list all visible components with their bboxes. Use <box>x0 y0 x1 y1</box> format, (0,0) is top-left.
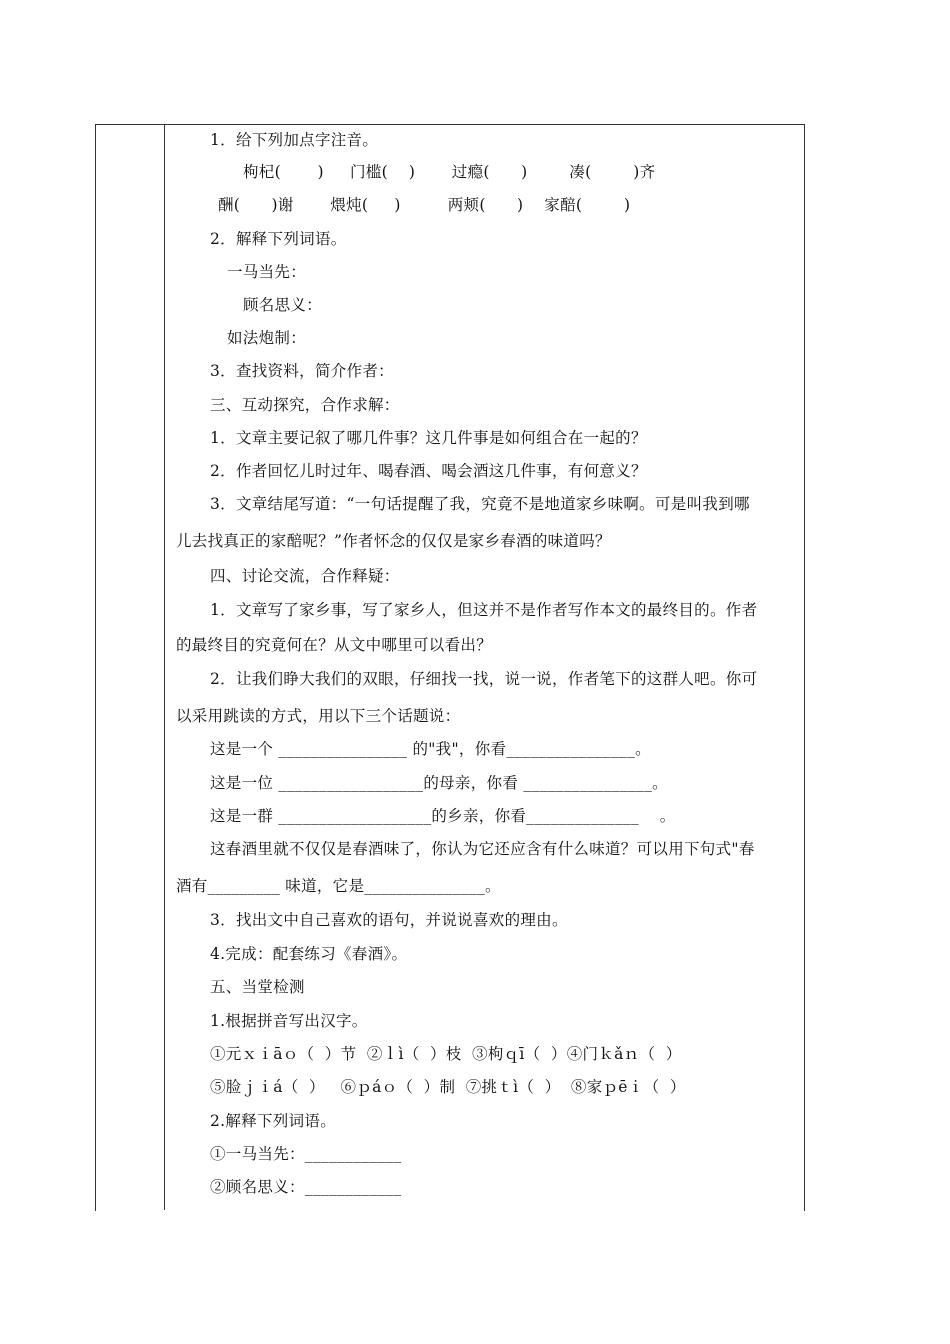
text-line: 酬( )谢 煨炖( ) 两颊( ) 家醅( ) <box>218 196 631 214</box>
fill-blank-line: ①一马当先：____________ <box>210 1145 402 1163</box>
text-line: 2.解释下列词语。 <box>210 1112 336 1130</box>
text-line: 的最终目的究竟何在？从文中哪里可以看出？ <box>176 636 493 654</box>
text-line: 1．给下列加点字注音。 <box>210 131 379 149</box>
text-line: 顾名思义： <box>243 296 323 314</box>
text-line: 以采用跳读的方式，用以下三个话题说： <box>176 707 461 725</box>
text-line: 4.完成：配套练习《春酒》。 <box>210 945 408 963</box>
text-line: 一马当先： <box>227 263 307 281</box>
section-heading: 五、当堂检测 <box>210 978 305 996</box>
text-line: 1.根据拼音写出汉字。 <box>210 1012 368 1030</box>
fill-blank-line: 这是一位 __________________的母亲，你看 ________________。 <box>210 774 668 792</box>
text-line: 这春酒里就不仅仅是春酒味了，你认为它还应含有什么味道？可以用下句式"春 <box>210 840 755 858</box>
text-line: 儿去找真正的家醅呢？”作者怀念的仅仅是家乡春酒的味道吗？ <box>176 532 611 550</box>
text-line: 2．作者回忆儿时过年、喝春酒、喝会酒这几件事，有何意义？ <box>210 462 647 480</box>
text-line: 3．文章结尾写道：“一句话提醒了我，究竟不是地道家乡味啊。可是叫我到哪 <box>210 495 750 513</box>
fill-blank-line: 这是一个 ________________ 的"我"，你看________________。 <box>210 740 651 758</box>
table-column-divider <box>164 124 165 1210</box>
text-line: 1．文章写了家乡事，写了家乡人，但这并不是作者写作本文的最终目的。作者 <box>210 601 758 619</box>
pinyin-exercise-line: ①元ｘｉāｏ（ ）节 ②ｌì（ ）枝 ③枸ｑī（ ）④门ｋǎｎ（ ） <box>210 1045 682 1063</box>
pinyin-exercise-line: ⑤脸ｊｉá（ ） ⑥ｐáｏ（ ）制 ⑦挑ｔì（ ） ⑧家ｐēｉ（ ） <box>210 1078 686 1096</box>
text-line: 2．解释下列词语。 <box>210 230 347 248</box>
text-line: 1．文章主要记叙了哪几件事？这几件事是如何组合在一起的？ <box>210 429 647 447</box>
text-line: 如法炮制： <box>227 329 307 347</box>
fill-blank-line: 酒有_________ 味道，它是_______________。 <box>176 877 501 895</box>
section-heading: 三、互动探究，合作求解： <box>210 396 400 414</box>
fill-blank-line: ②顾名思义：____________ <box>210 1178 402 1196</box>
section-heading: 四、讨论交流，合作释疑： <box>210 567 400 585</box>
fill-blank-line: 这是一群 ___________________的乡亲，你看______________ 。 <box>210 807 676 825</box>
text-line: 2．让我们睁大我们的双眼，仔细找一找，说一说，作者笔下的这群人吧。你可 <box>210 670 758 688</box>
text-line: 枸杞( ) 门槛( ) 过瘾( ) 凑( )齐 <box>243 163 656 181</box>
text-line: 3．查找资料，简介作者： <box>210 362 394 380</box>
text-line: 3．找出文中自己喜欢的语句，并说说喜欢的理由。 <box>210 911 568 929</box>
